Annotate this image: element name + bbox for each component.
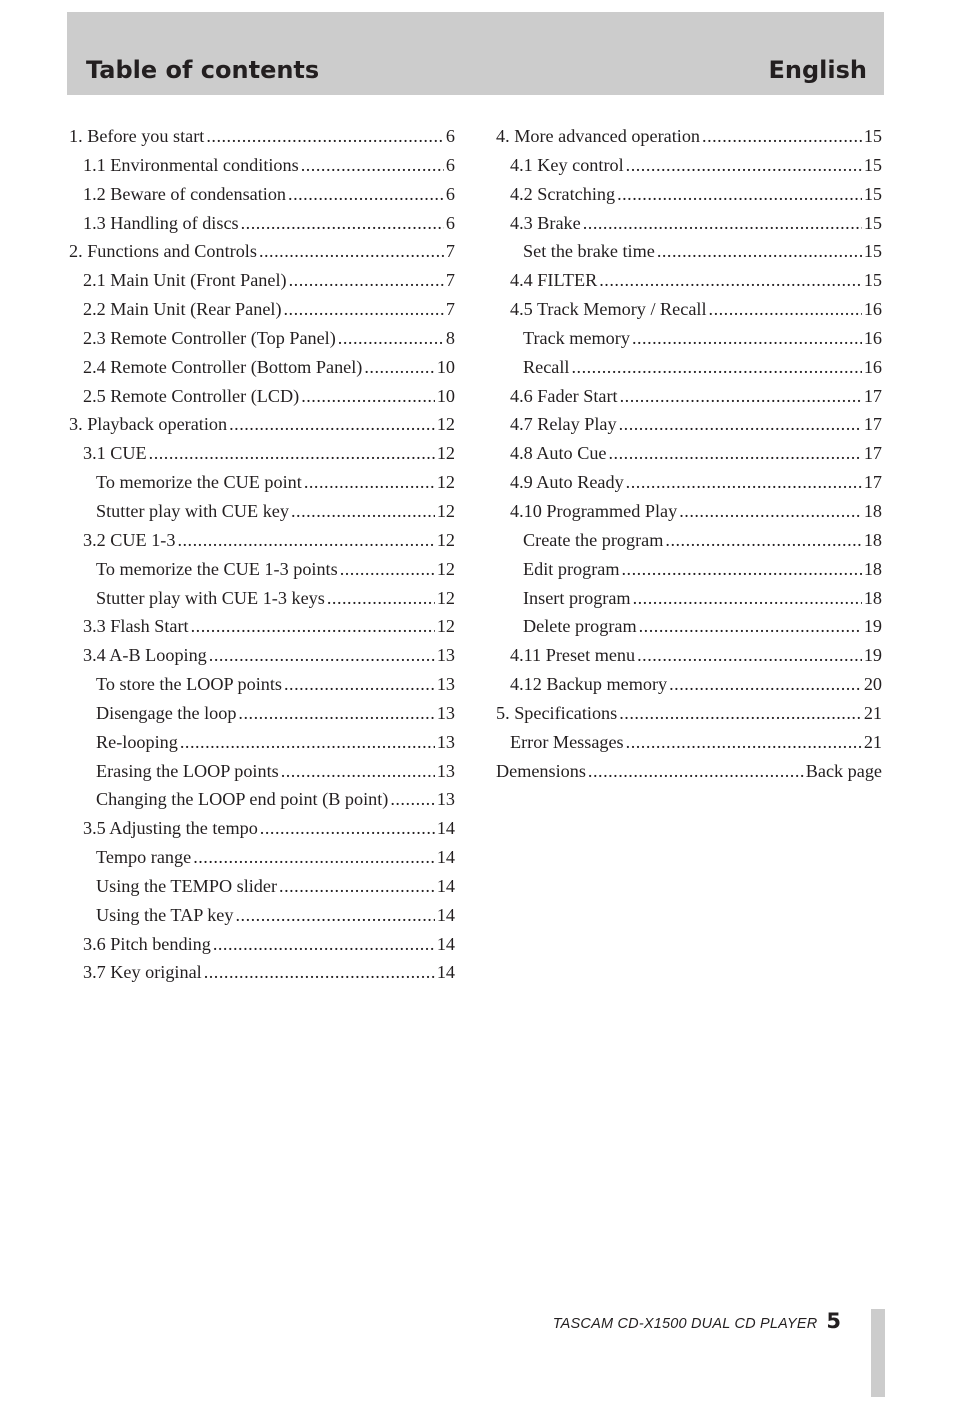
toc-entry[interactable]	[496, 180, 882, 209]
toc-entry[interactable]	[496, 757, 882, 786]
toc-entry-page: 16	[863, 356, 882, 377]
toc-entry-page: 14	[436, 933, 455, 954]
toc-entry[interactable]	[69, 901, 455, 930]
toc-entry-label: 1.1 Environmental conditions	[83, 154, 299, 175]
toc-entry-label: 3. Playback operation	[69, 414, 228, 435]
toc-entry-label: Track memory	[523, 327, 630, 348]
dot-leader	[193, 843, 435, 872]
dot-leader	[632, 324, 862, 353]
toc-entry-page: 6	[445, 212, 455, 233]
toc-entry-page: 13	[436, 674, 455, 695]
toc-entry[interactable]	[69, 843, 455, 872]
toc-entry[interactable]	[69, 295, 455, 324]
toc-entry[interactable]	[69, 497, 455, 526]
dot-leader	[281, 757, 435, 786]
toc-entry-page: 13	[436, 702, 455, 723]
toc-entry[interactable]	[69, 584, 455, 613]
toc-entry-page: 13	[436, 645, 455, 666]
toc-entry[interactable]	[496, 728, 882, 757]
dot-leader	[289, 266, 444, 295]
toc-entry-label: Recall	[523, 356, 570, 377]
toc-entry[interactable]	[496, 324, 882, 353]
toc-entry[interactable]	[496, 353, 882, 382]
dot-leader	[633, 584, 862, 613]
dot-leader	[583, 209, 862, 238]
toc-entry[interactable]	[496, 295, 882, 324]
dot-leader	[235, 901, 434, 930]
dot-leader	[338, 324, 444, 353]
toc-entry-label: Using the TEMPO slider	[96, 875, 278, 896]
toc-entry-label: 2. Functions and Controls	[69, 241, 257, 262]
dot-leader	[301, 382, 435, 411]
toc-entry[interactable]	[69, 382, 455, 411]
dot-leader	[599, 266, 862, 295]
toc-entry-label: Changing the LOOP end point (B point)	[96, 789, 389, 810]
toc-entry-page: 12	[436, 443, 455, 464]
toc-entry-page: 17	[863, 472, 882, 493]
toc-entry[interactable]	[69, 757, 455, 786]
toc-entry[interactable]	[69, 641, 455, 670]
toc-entry-page: 18	[863, 558, 882, 579]
toc-entry-page: 12	[436, 558, 455, 579]
toc-entry[interactable]	[496, 237, 882, 266]
dot-leader	[209, 641, 435, 670]
dot-leader	[340, 555, 435, 584]
toc-entry-label: Insert program	[523, 587, 631, 608]
dot-leader	[213, 930, 435, 959]
toc-entry[interactable]	[69, 526, 455, 555]
toc-entry-page: 7	[445, 299, 455, 320]
dot-leader	[149, 439, 435, 468]
toc-entry[interactable]	[69, 122, 455, 151]
toc-entry[interactable]	[496, 497, 882, 526]
toc-entry-label: 1. Before you start	[69, 126, 205, 146]
toc-entry-page: 15	[863, 126, 882, 146]
toc-entry[interactable]	[69, 353, 455, 382]
toc-entry[interactable]	[496, 468, 882, 497]
header-bar	[67, 12, 884, 95]
toc-entry-label: Edit program	[523, 558, 620, 579]
toc-entry[interactable]	[69, 930, 455, 959]
toc-entry-label: 4.12 Backup memory	[510, 674, 668, 695]
dot-leader	[390, 785, 434, 814]
toc-entry-page: 6	[445, 126, 455, 146]
footer	[553, 1309, 841, 1333]
toc-entry-page: 6	[445, 154, 455, 175]
toc-entry-page: 14	[436, 847, 455, 868]
toc-entry[interactable]	[496, 122, 882, 151]
toc-entry-label: 3.5 Adjusting the tempo	[83, 818, 258, 839]
toc-entry-page: 15	[863, 270, 882, 291]
toc-entry-label: 4.6 Fader Start	[510, 385, 618, 406]
toc-entry-page: 15	[863, 241, 882, 262]
dot-leader	[177, 526, 434, 555]
toc-entry-page: Back page	[805, 760, 882, 781]
toc-entry-page: 12	[436, 529, 455, 550]
toc-entry-label: 2.2 Main Unit (Rear Panel)	[83, 299, 282, 320]
toc-entry-page: 7	[445, 241, 455, 262]
toc-entry[interactable]	[496, 382, 882, 411]
toc-entry[interactable]	[496, 641, 882, 670]
toc-entry-label: Create the program	[523, 529, 664, 550]
toc-entry-label: Using the TAP key	[96, 904, 234, 925]
edge-tab	[871, 1309, 885, 1397]
toc-entry-page: 17	[863, 443, 882, 464]
toc-entry-label: Disengage the loop	[96, 702, 237, 723]
toc-entry-page: 10	[436, 385, 455, 406]
dot-leader	[709, 295, 862, 324]
toc-entry-page: 14	[436, 962, 455, 983]
toc-entry[interactable]	[69, 699, 455, 728]
toc-entry-label: Erasing the LOOP points	[96, 760, 279, 781]
toc-entry-page: 18	[863, 587, 882, 608]
toc-entry[interactable]	[496, 526, 882, 555]
dot-leader	[626, 151, 862, 180]
toc-entry-label: 3.3 Flash Start	[83, 616, 189, 637]
toc-entry-page: 16	[863, 327, 882, 348]
toc-entry-label: Stutter play with CUE key	[96, 500, 289, 521]
dot-leader	[626, 728, 862, 757]
toc-entry[interactable]	[69, 872, 455, 901]
dot-leader	[288, 180, 444, 209]
toc-entry[interactable]	[496, 699, 882, 728]
dot-leader	[327, 584, 435, 613]
toc-entry-page: 17	[863, 385, 882, 406]
toc-entry-label: 4.10 Programmed Play	[510, 500, 678, 521]
toc-entry-label: Delete program	[523, 616, 637, 637]
dot-leader	[617, 180, 862, 209]
dot-leader	[588, 757, 804, 786]
toc-entry-label: 4.8 Auto Cue	[510, 443, 607, 464]
toc-entry-label: Set the brake time	[523, 241, 655, 262]
dot-leader	[364, 353, 434, 382]
dot-leader	[702, 122, 862, 151]
toc-entry[interactable]	[496, 151, 882, 180]
dot-leader	[279, 872, 435, 901]
toc-entry-page: 14	[436, 818, 455, 839]
toc-entry-page: 21	[863, 702, 882, 723]
dot-leader	[571, 353, 861, 382]
dot-leader	[284, 295, 444, 324]
toc-entry-label: 4.4 FILTER	[510, 270, 598, 291]
toc-entry-label: Tempo range	[96, 847, 192, 868]
toc-entry-page: 21	[863, 731, 882, 752]
toc-entry-page: 18	[863, 529, 882, 550]
dot-leader	[669, 670, 862, 699]
toc-entry[interactable]	[69, 814, 455, 843]
toc-entry-label: 4.3 Brake	[510, 212, 581, 233]
footer-product-name: TASCAM CD-X1500 DUAL CD PLAYER	[552, 1316, 818, 1332]
dot-leader	[191, 612, 435, 641]
dot-leader	[637, 641, 862, 670]
toc-entry[interactable]	[496, 555, 882, 584]
toc-entry[interactable]	[69, 612, 455, 641]
toc-entry[interactable]	[496, 209, 882, 238]
toc-entry[interactable]	[69, 958, 455, 987]
toc-entry[interactable]	[69, 266, 455, 295]
toc-entry-label: 3.6 Pitch bending	[83, 933, 211, 954]
dot-leader	[291, 497, 435, 526]
toc-entry-label: 5. Specifications	[496, 702, 618, 723]
toc-entry[interactable]	[69, 468, 455, 497]
toc-entry[interactable]	[496, 612, 882, 641]
dot-leader	[180, 728, 435, 757]
toc-entry[interactable]	[69, 151, 455, 180]
toc-entry-page: 19	[863, 616, 882, 637]
toc-entry-label: To memorize the CUE 1-3 points	[96, 558, 338, 579]
toc-entry-label: 3.2 CUE 1-3	[83, 529, 176, 550]
toc-entry-page: 6	[445, 183, 455, 204]
toc-entry-page: 12	[436, 616, 455, 637]
dot-leader	[620, 382, 862, 411]
toc-entry-page: 18	[863, 500, 882, 521]
dot-leader	[238, 699, 434, 728]
toc-entry-label: 1.2 Beware of condensation	[83, 183, 287, 204]
toc-entry-label: Stutter play with CUE 1-3 keys	[96, 587, 325, 608]
toc-entry-page: 12	[436, 472, 455, 493]
toc-entry-label: 3.1 CUE	[83, 443, 147, 464]
dot-leader	[241, 209, 444, 238]
toc-entry-label: To store the LOOP points	[96, 674, 282, 695]
dot-leader	[304, 468, 435, 497]
dot-leader	[639, 612, 862, 641]
dot-leader	[619, 410, 862, 439]
toc-entry[interactable]	[69, 410, 455, 439]
toc-entry-label: 1.3 Handling of discs	[83, 212, 239, 233]
toc-entry-page: 16	[863, 299, 882, 320]
toc-entry-label: 2.4 Remote Controller (Bottom Panel)	[83, 356, 363, 377]
language-label: English	[768, 56, 867, 84]
toc-entry-label: 4.11 Preset menu	[510, 645, 636, 666]
toc-entry-page: 15	[863, 154, 882, 175]
toc-entry-label: Demensions	[496, 760, 586, 781]
toc-entry-label: To memorize the CUE point	[96, 472, 302, 493]
toc-entry-page: 13	[436, 789, 455, 810]
toc-column-left	[69, 122, 455, 987]
toc-entry[interactable]	[496, 439, 882, 468]
dot-leader	[204, 958, 435, 987]
toc-entry[interactable]	[69, 324, 455, 353]
toc-entry-label: 4.7 Relay Play	[510, 414, 617, 435]
toc-entry[interactable]	[496, 266, 882, 295]
dot-leader	[657, 237, 862, 266]
toc-entry-label: Error Messages	[510, 731, 624, 752]
toc-entry[interactable]	[69, 555, 455, 584]
toc-entry[interactable]	[496, 670, 882, 699]
toc-entry-label: 3.7 Key original	[83, 962, 202, 983]
toc-entry-label: 4. More advanced operation	[496, 126, 701, 146]
toc-entry-label: 2.3 Remote Controller (Top Panel)	[83, 327, 336, 348]
toc-entry-label: 4.1 Key control	[510, 154, 624, 175]
toc-entry-page: 13	[436, 731, 455, 752]
toc-entry-page: 13	[436, 760, 455, 781]
dot-leader	[679, 497, 862, 526]
toc-entry[interactable]	[69, 237, 455, 266]
toc-entry-page: 7	[445, 270, 455, 291]
toc-entry-page: 8	[445, 327, 455, 348]
dot-leader	[260, 814, 435, 843]
toc-entry-page: 12	[436, 587, 455, 608]
dot-leader	[259, 237, 444, 266]
toc-entry-label: 2.5 Remote Controller (LCD)	[83, 385, 300, 406]
dot-leader	[301, 151, 444, 180]
toc-entry-page: 12	[436, 500, 455, 521]
toc-entry-label: 4.9 Auto Ready	[510, 472, 624, 493]
dot-leader	[621, 555, 861, 584]
dot-leader	[229, 410, 435, 439]
toc-entry[interactable]	[69, 728, 455, 757]
page-title: Table of contents	[86, 56, 320, 84]
toc-entry-label: 2.1 Main Unit (Front Panel)	[83, 270, 287, 291]
toc-entry-page: 20	[863, 674, 882, 695]
dot-leader	[619, 699, 862, 728]
toc-entry-label: Re-looping	[96, 731, 178, 752]
toc-entry-page: 14	[436, 904, 455, 925]
toc-entry-page: 15	[863, 183, 882, 204]
toc-entry[interactable]	[69, 209, 455, 238]
toc-entry[interactable]	[496, 410, 882, 439]
toc-entry-page: 17	[863, 414, 882, 435]
toc-entry[interactable]	[496, 584, 882, 613]
dot-leader	[626, 468, 862, 497]
page-number: 5	[826, 1309, 841, 1333]
dot-leader	[284, 670, 435, 699]
toc-entry[interactable]	[69, 439, 455, 468]
toc-entry[interactable]	[69, 785, 455, 814]
toc-entry-page: 19	[863, 645, 882, 666]
toc-entry[interactable]	[69, 180, 455, 209]
toc-entry-label: 4.5 Track Memory / Recall	[510, 299, 707, 320]
toc-entry-page: 12	[436, 414, 455, 435]
toc-entry-label: 4.2 Scratching	[510, 183, 616, 204]
toc-column-right	[496, 122, 882, 785]
dot-leader	[206, 122, 444, 151]
toc-entry[interactable]	[69, 670, 455, 699]
dot-leader	[609, 439, 862, 468]
toc-entry-page: 10	[436, 356, 455, 377]
dot-leader	[665, 526, 861, 555]
toc-entry-label: 3.4 A-B Looping	[83, 645, 207, 666]
toc-entry-page: 14	[436, 875, 455, 896]
toc-entry-page: 15	[863, 212, 882, 233]
